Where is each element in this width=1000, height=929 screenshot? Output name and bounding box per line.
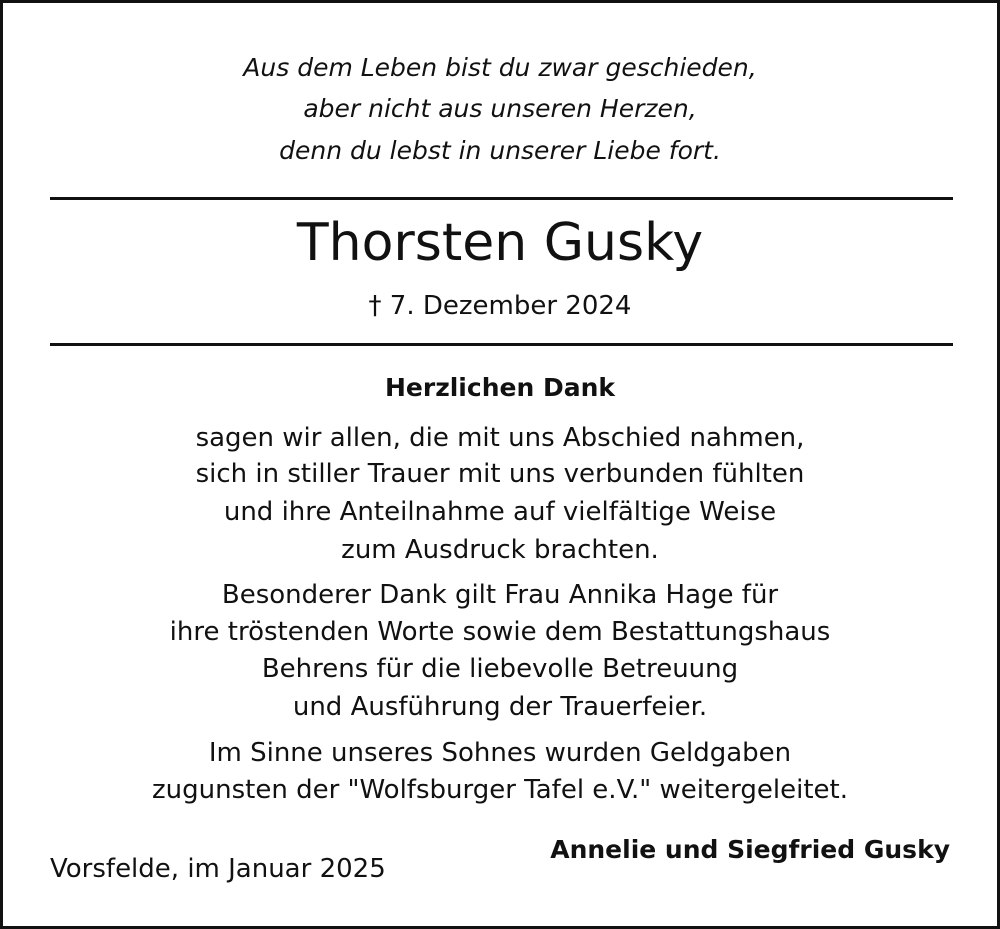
thanks-line: sagen wir allen, die mit uns Abschied nahmen, [195,423,805,453]
thanks-line: zum Ausdruck brachten. [341,535,659,565]
special-thanks-line: Behrens für die liebevolle Betreuung [261,654,739,684]
place-date: Vorsfelde, im Januar 2025 [50,854,386,884]
poem-line-1: Aus dem Leben bist du zwar geschieden, [243,53,757,82]
thanks-line: sich in stiller Trauer mit uns verbunden fühlten [195,459,805,489]
death-date: † 7. Dezember 2024 [368,291,632,321]
thanks-line: und ihre Anteilnahme auf vielfältige Weise [223,497,777,527]
special-thanks-line: und Ausführung der Trauerfeier. [292,692,708,722]
special-thanks-line: Besonderer Dank gilt Frau Annika Hage für [221,580,779,610]
divider-top [50,197,953,200]
donation-line: zugunsten der "Wolfsburger Tafel e.V." weitergeleitet. [152,775,848,805]
divider-bottom [50,343,953,346]
deceased-name: Thorsten Gusky [296,213,704,273]
signers: Annelie und Siegfried Gusky [550,835,950,864]
poem-line-3: denn du lebst in unserer Liebe fort. [279,136,721,165]
donation-line: Im Sinne unseres Sohnes wurden Geldgaben [208,738,792,768]
poem-line-2: aber nicht aus unseren Herzen, [303,94,697,123]
thanks-heading: Herzlichen Dank [384,373,616,402]
special-thanks-line: ihre tröstenden Worte sowie dem Bestattungshaus [169,617,831,647]
